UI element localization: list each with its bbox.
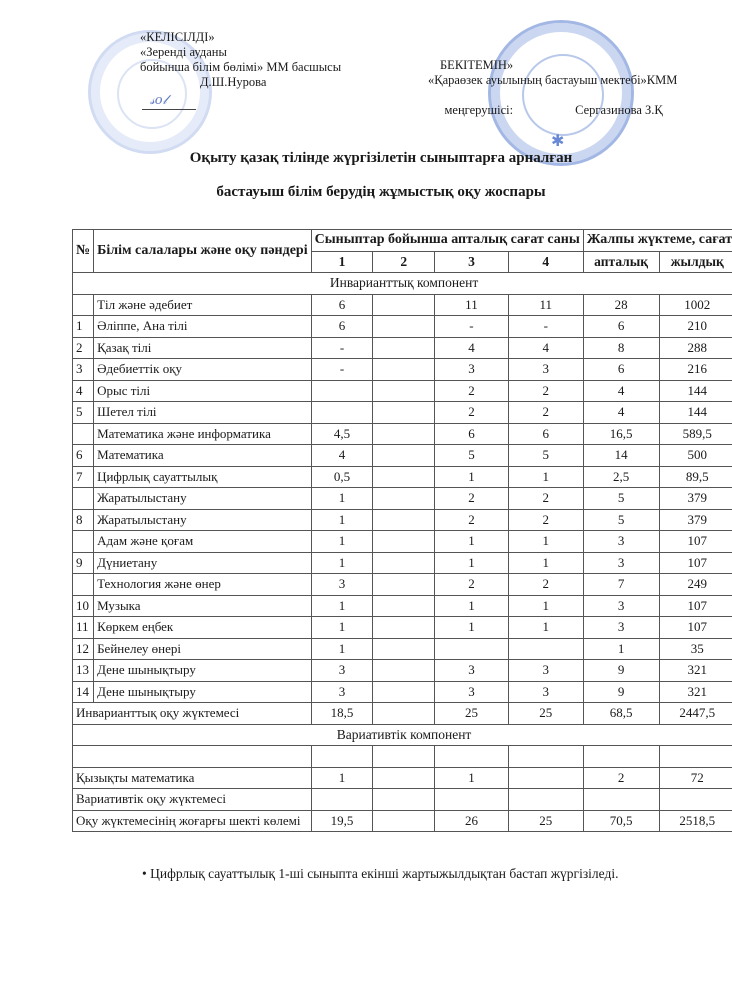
approval-heading: «КЕЛІСІЛДІ» xyxy=(140,30,215,44)
header-num: № xyxy=(73,230,94,273)
row-number: 4 xyxy=(73,380,94,402)
cell-week: 3 xyxy=(583,617,659,639)
cell-g4: 3 xyxy=(508,359,583,381)
cell-g2 xyxy=(373,294,435,316)
subject-name: Қызықты математика xyxy=(73,767,312,789)
empty-cell xyxy=(311,746,373,768)
cell-g1: 1 xyxy=(311,638,373,660)
subject-name: Әдебиеттік оқу xyxy=(94,359,312,381)
cell-week: 8 xyxy=(583,337,659,359)
empty-row xyxy=(73,746,732,768)
approval-line: «Қараөзек ауылының бастауыш мектебі»КММ xyxy=(428,73,678,87)
approval-block-right xyxy=(428,58,677,133)
section-invariant: Инварианттық компонент xyxy=(73,273,732,295)
cell-g1: 3 xyxy=(311,660,373,682)
cell-year: 216 xyxy=(659,359,732,381)
cell-g1: 18,5 xyxy=(311,703,373,725)
approval-block-left xyxy=(140,30,341,90)
table-row xyxy=(73,380,732,402)
cell-g2 xyxy=(373,767,435,789)
empty-cell xyxy=(373,746,435,768)
cell-week: 16,5 xyxy=(583,423,659,445)
cell-week: 1 xyxy=(583,638,659,660)
approval-line: бойынша білім бөлімі» ММ басшысы xyxy=(140,60,342,74)
cell-g1: 1 xyxy=(311,617,373,639)
approval-line: «Зеренді ауданы xyxy=(140,45,227,59)
cell-g2 xyxy=(373,402,435,424)
row-number: 5 xyxy=(73,402,94,424)
cell-week: 2,5 xyxy=(583,466,659,488)
star-icon: ✱ xyxy=(551,133,565,150)
cell-g3: 26 xyxy=(435,810,509,832)
subject-name: Шетел тілі xyxy=(94,402,312,424)
cell-year: 144 xyxy=(659,402,732,424)
cell-g3: 1 xyxy=(435,767,509,789)
row-number: 10 xyxy=(73,595,94,617)
cell-g4 xyxy=(508,767,583,789)
row-number: 2 xyxy=(73,337,94,359)
cell-g2 xyxy=(373,595,435,617)
cell-g1: 1 xyxy=(311,488,373,510)
cell-g2 xyxy=(373,703,435,725)
cell-g3: 11 xyxy=(435,294,509,316)
subject-name: Цифрлық сауаттылық xyxy=(94,466,312,488)
cell-g2 xyxy=(373,574,435,596)
cell-g4: 4 xyxy=(508,337,583,359)
cell-week: 4 xyxy=(583,380,659,402)
cell-g1: - xyxy=(311,359,373,381)
cell-g4: 2 xyxy=(508,380,583,402)
table-row xyxy=(73,445,732,467)
table-row xyxy=(73,509,732,531)
cell-g4: 2 xyxy=(508,402,583,424)
cell-year: 500 xyxy=(659,445,732,467)
cell-g1 xyxy=(311,402,373,424)
cell-g3: 2 xyxy=(435,509,509,531)
subject-name: Дене шынықтыру xyxy=(94,660,312,682)
cell-year: 89,5 xyxy=(659,466,732,488)
cell-week: 5 xyxy=(583,509,659,531)
total-label: Вариативтік оқу жүктемесі xyxy=(73,789,312,811)
cell-g3: 3 xyxy=(435,660,509,682)
row-number: 9 xyxy=(73,552,94,574)
row-number: 3 xyxy=(73,359,94,381)
cell-week: 3 xyxy=(583,595,659,617)
subject-name: Тіл және әдебиет xyxy=(94,294,312,316)
header-grade-4: 4 xyxy=(508,251,583,273)
cell-g3: 2 xyxy=(435,574,509,596)
cell-g3: 1 xyxy=(435,531,509,553)
table-row-category xyxy=(73,488,732,510)
cell-g4: 2 xyxy=(508,509,583,531)
subject-name: Жаратылыстану xyxy=(94,488,312,510)
cell-g3: 5 xyxy=(435,445,509,467)
cell-week: 14 xyxy=(583,445,659,467)
subject-name: Музыка xyxy=(94,595,312,617)
cell-g2 xyxy=(373,552,435,574)
cell-g2 xyxy=(373,617,435,639)
cell-g4: - xyxy=(508,316,583,338)
cell-g1: 19,5 xyxy=(311,810,373,832)
cell-g4: 25 xyxy=(508,703,583,725)
cell-year: 379 xyxy=(659,488,732,510)
cell-g1: 6 xyxy=(311,294,373,316)
subject-name: Бейнелеу өнері xyxy=(94,638,312,660)
cell-g1: 4 xyxy=(311,445,373,467)
cell-g1: 1 xyxy=(311,767,373,789)
cell-year: 321 xyxy=(659,681,732,703)
cell-year: 107 xyxy=(659,552,732,574)
subject-name: Адам және қоғам xyxy=(94,531,312,553)
cell-g3: 25 xyxy=(435,703,509,725)
cell-year: 210 xyxy=(659,316,732,338)
header-grade-2: 2 xyxy=(373,251,435,273)
subject-name: Технология және өнер xyxy=(94,574,312,596)
cell-g3: 3 xyxy=(435,681,509,703)
table-row-category xyxy=(73,423,732,445)
cell-year: 107 xyxy=(659,531,732,553)
row-number: 7 xyxy=(73,466,94,488)
cell-g3: 4 xyxy=(435,337,509,359)
header-yearly: жылдық xyxy=(659,251,732,273)
cell-g2 xyxy=(373,681,435,703)
cell-g2 xyxy=(373,531,435,553)
table-row xyxy=(73,617,732,639)
header-subject: Білім салалары және оқу пәндері xyxy=(94,230,312,273)
table-row xyxy=(73,552,732,574)
cell-g3: 1 xyxy=(435,595,509,617)
cell-g4 xyxy=(508,638,583,660)
subject-name: Математика және информатика xyxy=(94,423,312,445)
cell-g4: 1 xyxy=(508,595,583,617)
row-number: 1 xyxy=(73,316,94,338)
cell-g1 xyxy=(311,380,373,402)
cell-g1: 0,5 xyxy=(311,466,373,488)
cell-g2 xyxy=(373,660,435,682)
section-row xyxy=(73,724,732,746)
cell-g4: 5 xyxy=(508,445,583,467)
cell-week: 9 xyxy=(583,681,659,703)
cell-g3: 2 xyxy=(435,488,509,510)
empty-cell xyxy=(659,746,732,768)
cell-year: 144 xyxy=(659,380,732,402)
table-row xyxy=(73,337,732,359)
cell-g2 xyxy=(373,638,435,660)
approval-heading: БЕКІТЕМІН» xyxy=(440,58,514,72)
table-row xyxy=(73,316,732,338)
empty-cell xyxy=(583,746,659,768)
table-row xyxy=(73,402,732,424)
signature-scribble: 𝓈𝑜𝓁 xyxy=(150,92,167,107)
cell-g2 xyxy=(373,466,435,488)
cell-g3: - xyxy=(435,316,509,338)
cell-year: 288 xyxy=(659,337,732,359)
table-row xyxy=(73,466,732,488)
section-variative: Вариативтік компонент xyxy=(73,724,732,746)
cell-week: 6 xyxy=(583,359,659,381)
empty-cell xyxy=(73,746,312,768)
cell-g1: - xyxy=(311,337,373,359)
cell-year: 72 xyxy=(659,767,732,789)
row-number: 13 xyxy=(73,660,94,682)
cell-year xyxy=(659,789,732,811)
cell-week: 3 xyxy=(583,531,659,553)
subject-name: Қазақ тілі xyxy=(94,337,312,359)
subject-name: Көркем еңбек xyxy=(94,617,312,639)
cell-g4: 3 xyxy=(508,660,583,682)
invariant-total-row xyxy=(73,703,732,725)
cell-week: 9 xyxy=(583,660,659,682)
cell-g3: 1 xyxy=(435,552,509,574)
cell-g4: 1 xyxy=(508,552,583,574)
header-grade-1: 1 xyxy=(311,251,373,273)
cell-g2 xyxy=(373,316,435,338)
table-row xyxy=(73,595,732,617)
subject-name: Жаратылыстану xyxy=(94,509,312,531)
cell-week: 70,5 xyxy=(583,810,659,832)
cell-g3 xyxy=(435,789,509,811)
row-number xyxy=(73,531,94,553)
cell-week: 2 xyxy=(583,767,659,789)
empty-cell xyxy=(508,746,583,768)
footnote: • Цифрлық сауаттылық 1-ші сыныпта екінші жартыжылдықтан бастап жүргізіледі. xyxy=(142,866,619,881)
header-grades-group: Сыныптар бойынша апталық сағат саны xyxy=(311,230,583,252)
cell-year: 321 xyxy=(659,660,732,682)
total-label: Оқу жүктемесінің жоғарғы шекті көлемі xyxy=(73,810,312,832)
variative-total-row xyxy=(73,789,732,811)
cell-g1: 3 xyxy=(311,574,373,596)
document-title-line1: Оқыту қазақ тілінде жүргізілетін сыныптарға арналған xyxy=(189,150,573,166)
header-weekly: апталық xyxy=(583,251,659,273)
approval-label: меңгерушісі: xyxy=(444,103,514,117)
cell-g3: 6 xyxy=(435,423,509,445)
cell-week: 28 xyxy=(583,294,659,316)
cell-year: 107 xyxy=(659,617,732,639)
cell-week: 68,5 xyxy=(583,703,659,725)
cell-g4 xyxy=(508,789,583,811)
cell-g2 xyxy=(373,509,435,531)
cell-year: 249 xyxy=(659,574,732,596)
cell-g4: 2 xyxy=(508,488,583,510)
cell-week: 3 xyxy=(583,552,659,574)
total-label: Инварианттық оқу жүктемесі xyxy=(73,703,312,725)
row-number: 11 xyxy=(73,617,94,639)
cell-g2 xyxy=(373,810,435,832)
cell-g4: 1 xyxy=(508,531,583,553)
cell-g1: 1 xyxy=(311,509,373,531)
document-title-line2: бастауыш білім берудің жұмыстық оқу жоспары xyxy=(216,184,546,200)
cell-g4: 6 xyxy=(508,423,583,445)
cell-g3: 1 xyxy=(435,617,509,639)
max-load-row xyxy=(73,810,732,832)
cell-g3: 1 xyxy=(435,466,509,488)
cell-g4: 3 xyxy=(508,681,583,703)
cell-year: 1002 xyxy=(659,294,732,316)
cell-year: 589,5 xyxy=(659,423,732,445)
table-row-category xyxy=(73,531,732,553)
cell-g2 xyxy=(373,423,435,445)
table-row xyxy=(73,638,732,660)
cell-g4: 2 xyxy=(508,574,583,596)
subject-name: Математика xyxy=(94,445,312,467)
cell-g3: 3 xyxy=(435,359,509,381)
cell-g3: 2 xyxy=(435,380,509,402)
subject-name: Дүниетану xyxy=(94,552,312,574)
curriculum-table xyxy=(72,229,732,832)
table-row-category xyxy=(73,294,732,316)
subject-name: Әліппе, Ана тілі xyxy=(94,316,312,338)
cell-week: 5 xyxy=(583,488,659,510)
cell-g4: 1 xyxy=(508,617,583,639)
cell-g1: 1 xyxy=(311,595,373,617)
approval-signatory: Сергазинова З.Қ xyxy=(575,103,663,117)
cell-g2 xyxy=(373,337,435,359)
row-number: 6 xyxy=(73,445,94,467)
cell-g4: 25 xyxy=(508,810,583,832)
cell-g2 xyxy=(373,380,435,402)
cell-year: 107 xyxy=(659,595,732,617)
cell-year: 35 xyxy=(659,638,732,660)
variative-row xyxy=(73,767,732,789)
cell-week: 7 xyxy=(583,574,659,596)
table-row xyxy=(73,681,732,703)
row-number: 12 xyxy=(73,638,94,660)
table-row-category xyxy=(73,574,732,596)
row-number xyxy=(73,488,94,510)
empty-cell xyxy=(435,746,509,768)
cell-g3: 2 xyxy=(435,402,509,424)
cell-g1 xyxy=(311,789,373,811)
cell-g1: 6 xyxy=(311,316,373,338)
cell-week: 4 xyxy=(583,402,659,424)
cell-g2 xyxy=(373,488,435,510)
subject-name: Дене шынықтыру xyxy=(94,681,312,703)
cell-week: 6 xyxy=(583,316,659,338)
cell-g4: 11 xyxy=(508,294,583,316)
cell-g2 xyxy=(373,789,435,811)
subject-name: Орыс тілі xyxy=(94,380,312,402)
cell-g4: 1 xyxy=(508,466,583,488)
cell-year: 2518,5 xyxy=(659,810,732,832)
cell-g1: 3 xyxy=(311,681,373,703)
row-number xyxy=(73,423,94,445)
table-row xyxy=(73,359,732,381)
row-number xyxy=(73,294,94,316)
approval-signatory: Д.Ш.Нурова xyxy=(200,75,267,89)
cell-week xyxy=(583,789,659,811)
table-row xyxy=(73,660,732,682)
header-total-group: Жалпы жүктеме, сағат xyxy=(583,230,732,252)
row-number: 14 xyxy=(73,681,94,703)
cell-g2 xyxy=(373,445,435,467)
cell-g1: 1 xyxy=(311,552,373,574)
cell-g1: 4,5 xyxy=(311,423,373,445)
cell-g3 xyxy=(435,638,509,660)
row-number xyxy=(73,574,94,596)
cell-g1: 1 xyxy=(311,531,373,553)
row-number: 8 xyxy=(73,509,94,531)
cell-year: 2447,5 xyxy=(659,703,732,725)
cell-year: 379 xyxy=(659,509,732,531)
cell-g2 xyxy=(373,359,435,381)
header-grade-3: 3 xyxy=(435,251,509,273)
